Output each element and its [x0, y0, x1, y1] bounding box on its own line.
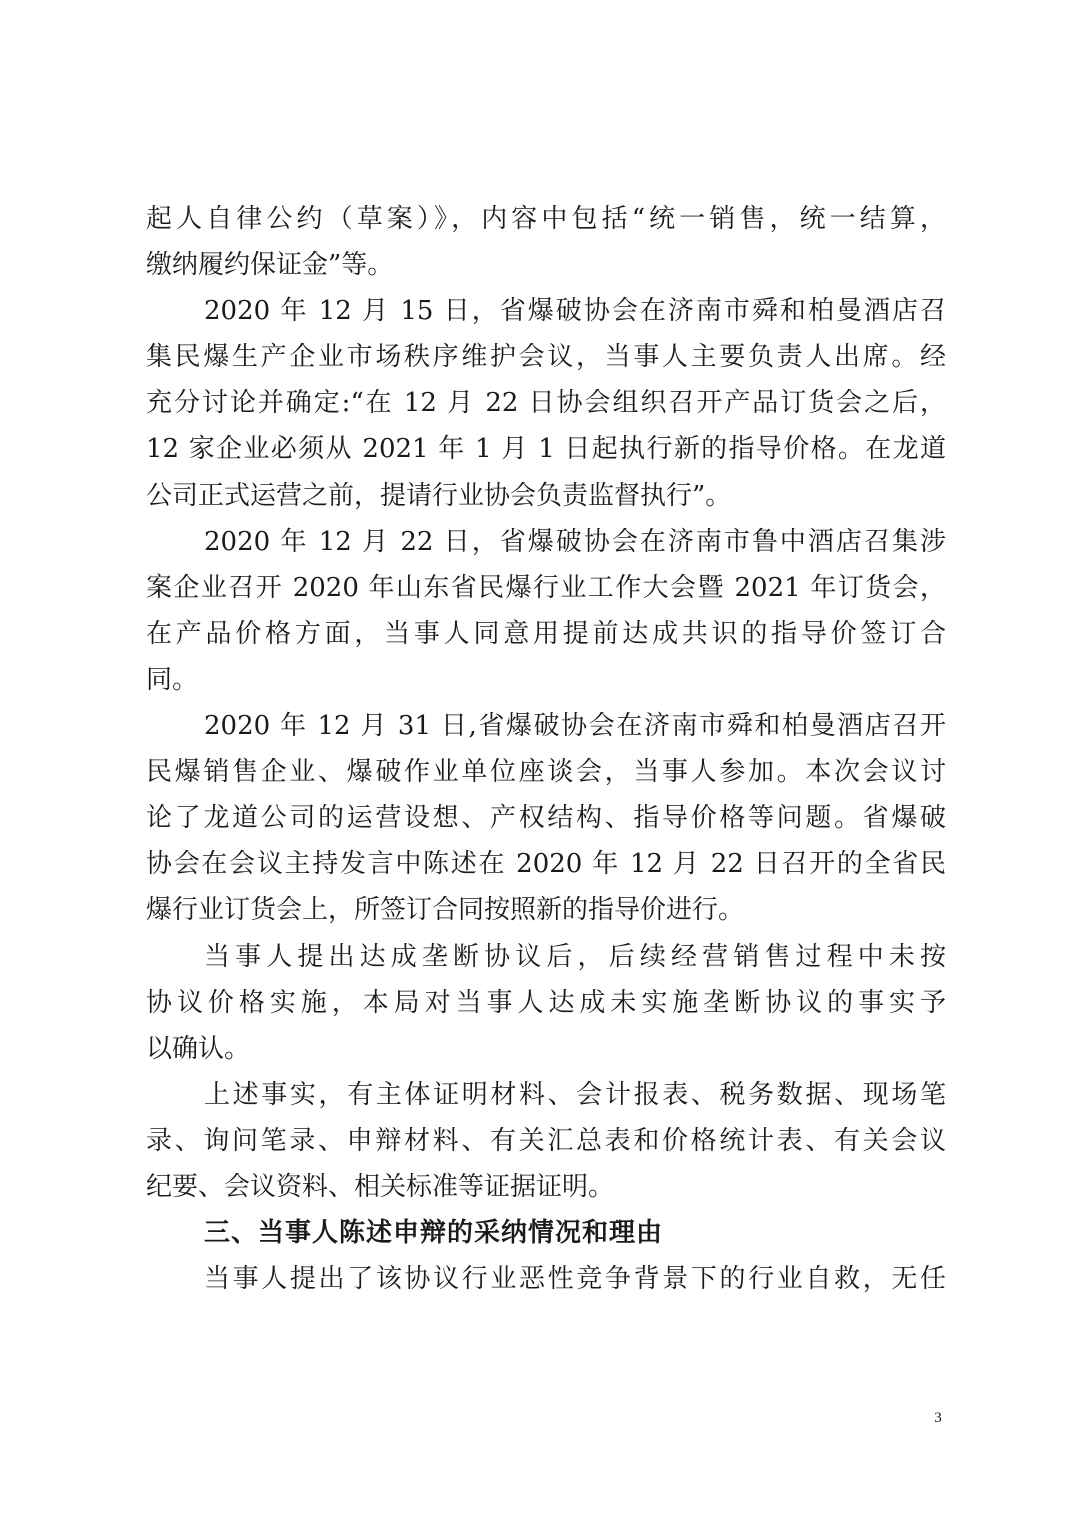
- text-line: 论了龙道公司的运营设想、产权结构、指导价格等问题。省爆破: [146, 803, 946, 834]
- text-line: 2020 年 12 月 15 日，省爆破协会在济南市舜和柏曼酒店召: [204, 296, 946, 327]
- text-line: 2020 年 12 月 31 日,省爆破协会在济南市舜和柏曼酒店召开: [204, 711, 946, 742]
- text-line: 集民爆生产企业市场秩序维护会议，当事人主要负责人出席。经: [146, 342, 946, 373]
- section-heading: 三、当事人陈述申辩的采纳情况和理由: [204, 1218, 664, 1249]
- text-line: 纪要、会议资料、相关标准等证据证明。: [146, 1171, 615, 1202]
- text-line: 同。: [146, 664, 199, 695]
- text-line: 民爆销售企业、爆破作业单位座谈会，当事人参加。本次会议讨: [146, 757, 946, 788]
- text-line: 以确认。: [146, 1033, 251, 1064]
- text-line: 当事人提出达成垄断协议后，后续经营销售过程中未按: [204, 941, 946, 972]
- text-line: 录、询问笔录、申辩材料、有关汇总表和价格统计表、有关会议: [146, 1125, 946, 1156]
- text-line: 协议价格实施，本局对当事人达成未实施垄断协议的事实予: [146, 987, 946, 1018]
- text-line: 上述事实，有主体证明材料、会计报表、税务数据、现场笔: [204, 1079, 946, 1110]
- text-line: 公司正式运营之前，提请行业协会负责监督执行”。: [146, 480, 732, 511]
- text-line: 充分讨论并确定:“在 12 月 22 日协会组织召开产品订货会之后，: [146, 388, 946, 419]
- text-line: 起人自律公约（草案）》，内容中包括“统一销售，统一结算，: [146, 204, 946, 234]
- text-line: 缴纳履约保证金”等。: [146, 250, 394, 281]
- text-line: 12 家企业必须从 2021 年 1 月 1 日起执行新的指导价格。在龙道: [146, 434, 946, 465]
- text-line: 案企业召开 2020 年山东省民爆行业工作大会暨 2021 年订货会，: [146, 572, 946, 603]
- text-line: 爆行业订货会上，所签订合同按照新的指导价进行。: [146, 895, 745, 926]
- text-line: 当事人提出了该协议行业恶性竞争背景下的行业自救，无任: [204, 1264, 946, 1295]
- text-line: 在产品价格方面，当事人同意用提前达成共识的指导价签订合: [146, 618, 946, 649]
- text-line: 2020 年 12 月 22 日，省爆破协会在济南市鲁中酒店召集涉: [204, 526, 946, 557]
- body-text: [146, 196, 946, 1302]
- text-line: 协会在会议主持发言中陈述在 2020 年 12 月 22 日召开的全省民: [146, 849, 946, 880]
- page-number: 3: [934, 1410, 942, 1426]
